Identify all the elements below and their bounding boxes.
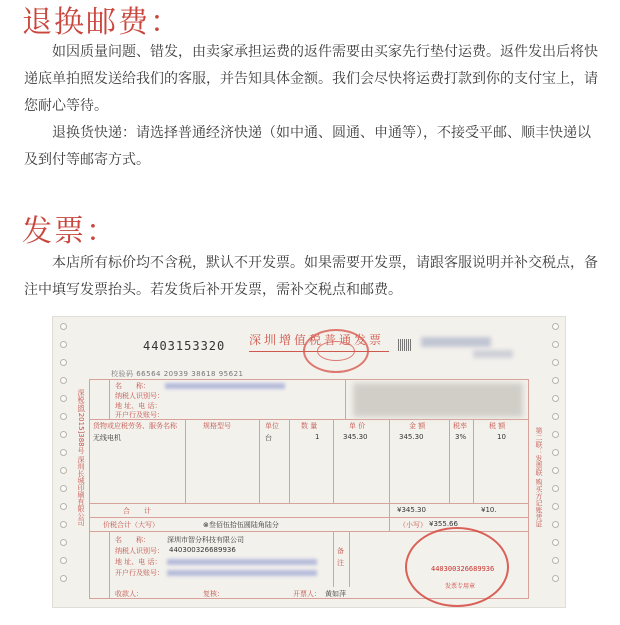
tax-bureau-seal — [303, 329, 369, 373]
col-divider — [109, 531, 110, 599]
blurred-invoice-code — [421, 337, 491, 347]
item-rate: 3% — [455, 433, 467, 441]
perforation-right — [548, 323, 562, 603]
col-divider — [259, 419, 260, 503]
invoice-paragraph-1: 本店所有标价均不含税，默认不开发票。如果需要开发票，请跟客服说明并补交税点，备注中填写发票抬头。若发货后补开发票，需补交税点和邮费。 — [24, 255, 598, 298]
copy-note: 第二联：发票联 购买方记账凭证 — [535, 427, 543, 528]
item-header: 货物或应税劳务、服务名称 — [93, 422, 177, 430]
col-divider — [109, 379, 110, 419]
rate-header: 税率 — [453, 422, 467, 430]
issuer-label: 开票人： — [293, 590, 321, 598]
small-value: ¥355.66 — [429, 520, 458, 528]
capital-value: ⊗叁佰伍拾伍圆陆角陆分 — [203, 521, 279, 529]
issuer-name: 黄如萍 — [325, 590, 346, 598]
item-qty: 1 — [315, 433, 320, 441]
seller-address-label: 地 址、电 话： — [115, 558, 162, 566]
seller-tax-label: 纳税人识别号： — [115, 547, 164, 555]
invoice-number: 4403153320 — [143, 339, 226, 353]
col-divider — [333, 531, 334, 587]
item-amount: 345.30 — [399, 433, 424, 441]
seller-name: 深圳市智分科技有限公司 — [167, 536, 244, 544]
col-divider — [345, 379, 346, 419]
cipher-area-redacted — [353, 383, 523, 417]
small-label: （小写） — [399, 521, 427, 529]
amount-header: 金 额 — [409, 422, 426, 430]
row-divider — [89, 517, 529, 518]
item-name: 无线电机 — [93, 434, 121, 442]
seller-name-label: 名 称： — [115, 536, 150, 544]
buyer-tax-label: 纳税人识别号： — [115, 392, 164, 400]
seal-tax-number: 440300326689936 — [431, 565, 495, 573]
col-divider — [473, 419, 474, 503]
returns-paragraph-1: 如因质量问题、错发，由卖家承担运费的返件需要由买家先行垫付运费。返件发出后将快递底单拍照发送给我们的客服，并告知具体金额。我们会尽快将运费打款到你的支付宝上，请您耐心等待。 — [24, 44, 598, 114]
qty-header: 数 量 — [301, 422, 318, 430]
item-tax: 10 — [497, 433, 506, 441]
col-divider — [185, 419, 186, 503]
returns-title: 退换邮费： — [22, 5, 182, 40]
col-divider — [389, 419, 390, 531]
payee-label: 收款人： — [115, 590, 143, 598]
seller-bank-label: 开户行及账号： — [115, 569, 164, 577]
returns-text — [24, 39, 602, 174]
reviewer-label: 复核： — [203, 590, 224, 598]
seller-tax-id: 440300326689936 — [169, 546, 236, 554]
invoice-image — [52, 316, 566, 608]
capital-label: 价税合计（大写） — [103, 521, 159, 529]
total-tax: ¥10. — [481, 506, 497, 514]
invoice-heading: 深圳增值税普通发票 — [249, 333, 385, 347]
col-divider — [289, 419, 290, 503]
barcode-icon — [398, 339, 412, 351]
seller-bank-redacted — [167, 570, 317, 576]
invoice-text — [24, 250, 602, 304]
item-unit: 台 — [265, 434, 272, 442]
total-label: 合 计 — [123, 507, 151, 515]
invoice-title: 发票： — [22, 214, 118, 249]
col-divider — [333, 419, 334, 503]
buyer-name-label: 名 称： — [115, 382, 150, 390]
buyer-address-label: 地 址、电 话： — [115, 402, 162, 410]
buyer-name-redacted — [165, 383, 285, 389]
price-header: 单 价 — [349, 422, 366, 430]
seller-address-redacted — [167, 559, 317, 565]
perforation-left — [56, 323, 70, 603]
check-code: 校验码 66564 20939 38618 95621 — [111, 370, 244, 378]
remark-label: 备 注 — [337, 547, 344, 567]
item-price: 345.30 — [343, 433, 368, 441]
buyer-bank-label: 开户行及账号： — [115, 411, 164, 419]
col-divider — [449, 419, 450, 503]
row-divider — [89, 503, 529, 504]
seal-caption: 发票专用章 — [445, 583, 476, 590]
printer-note: 深税函[2015]388号 深圳长城印刷有限公司 — [77, 389, 85, 526]
tax-header: 税 额 — [489, 422, 506, 430]
unit-header: 单位 — [265, 422, 279, 430]
returns-paragraph-2: 退换货快递：请选择普通经济快递（如中通、圆通、申通等），不接受平邮、顺丰快递以及到付等邮寄方式。 — [24, 125, 591, 168]
col-divider — [349, 531, 350, 587]
blurred-date — [473, 350, 513, 358]
spec-header: 规格型号 — [203, 422, 231, 430]
total-amount: ¥345.30 — [397, 506, 426, 514]
